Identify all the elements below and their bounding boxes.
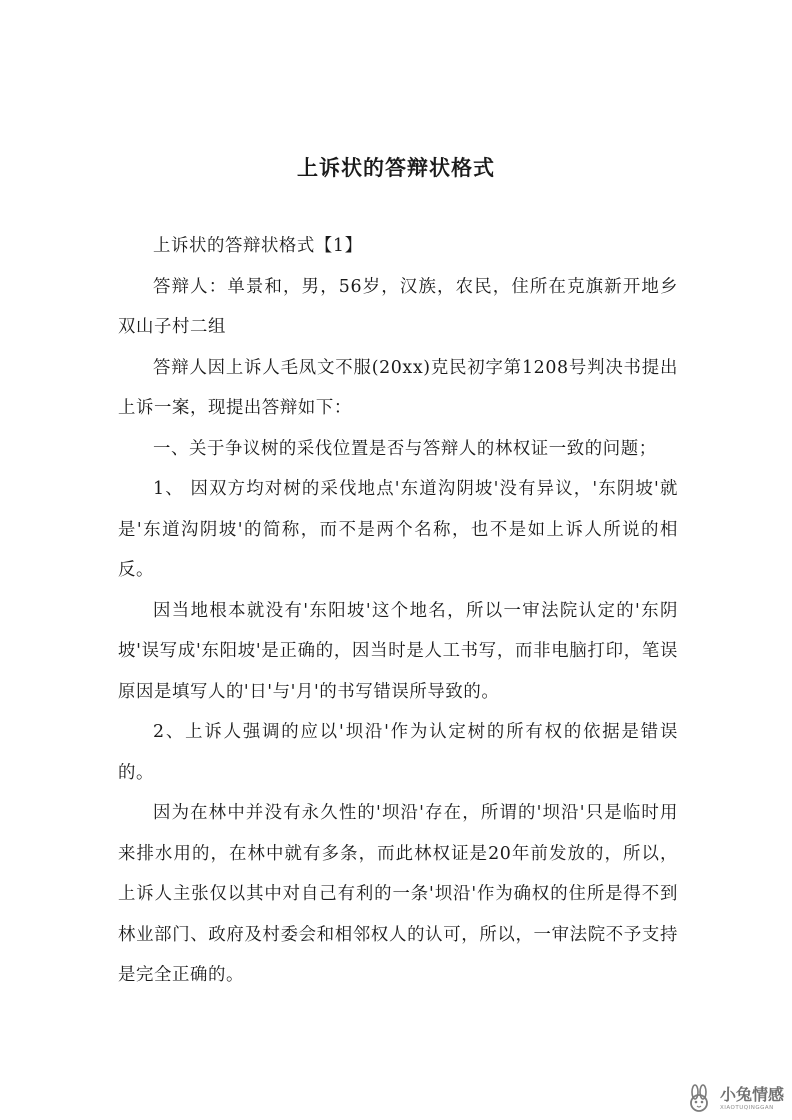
rabbit-logo-icon: [684, 1084, 714, 1114]
paragraph-respondent: 答辩人：单景和，男，56岁，汉族，农民，住所在克旗新开地乡双山子村二组: [118, 276, 678, 337]
paragraph-heading: 上诉状的答辩状格式【1】: [153, 236, 363, 256]
paragraph-issue-one: 一、关于争议树的采伐位置是否与答辩人的林权证一致的问题；: [153, 438, 657, 459]
watermark-text: [720, 1086, 784, 1112]
paragraph-point-two-detail: 因为在林中并没有永久性的'坝沿'存在，所谓的'坝沿'只是临时用来排水用的，在林中就有多条，而此林权证是20年前发放的，所以，上诉人主张仅以其中对自己有利的一条'坝沿'作为确权的住所是得不到林业部门、政府及村委会和相邻权人的认可，所以，一审法院不予支持是完全正确的。: [118, 803, 678, 985]
paragraph-point-one-detail: 因当地根本就没有'东阳坡'这个地名，所以一审法院认定的'东阴坡'误写成'东阳坡'是正确的，因当时是人工书写，而非电脑打印，笔误原因是填写人的'日'与'月'的书写错误所导致的。: [118, 600, 678, 702]
watermark-url: XIAOTUQINGGAN: [719, 1105, 774, 1111]
watermark-name: 小兔情感: [719, 1085, 784, 1104]
paragraph-point-one: 1、 因双方均对树的采伐地点'东道沟阴坡'没有异议，'东阴坡'就是'东道沟阴坡'的简称，而不是两个名称，也不是如上诉人所说的相反。: [118, 479, 678, 580]
document-body: [118, 226, 678, 996]
paragraph-intro: 答辩人因上诉人毛凤文不服(20xx)克民初字第1208号判决书提出上诉一案，现提出答辩如下：: [118, 357, 678, 418]
watermark: [684, 1084, 784, 1114]
paragraph-point-two: 2、上诉人强调的应以'坝沿'作为认定树的所有权的依据是错误的。: [118, 722, 678, 783]
document-title: 上诉状的答辩状格式: [297, 156, 495, 180]
